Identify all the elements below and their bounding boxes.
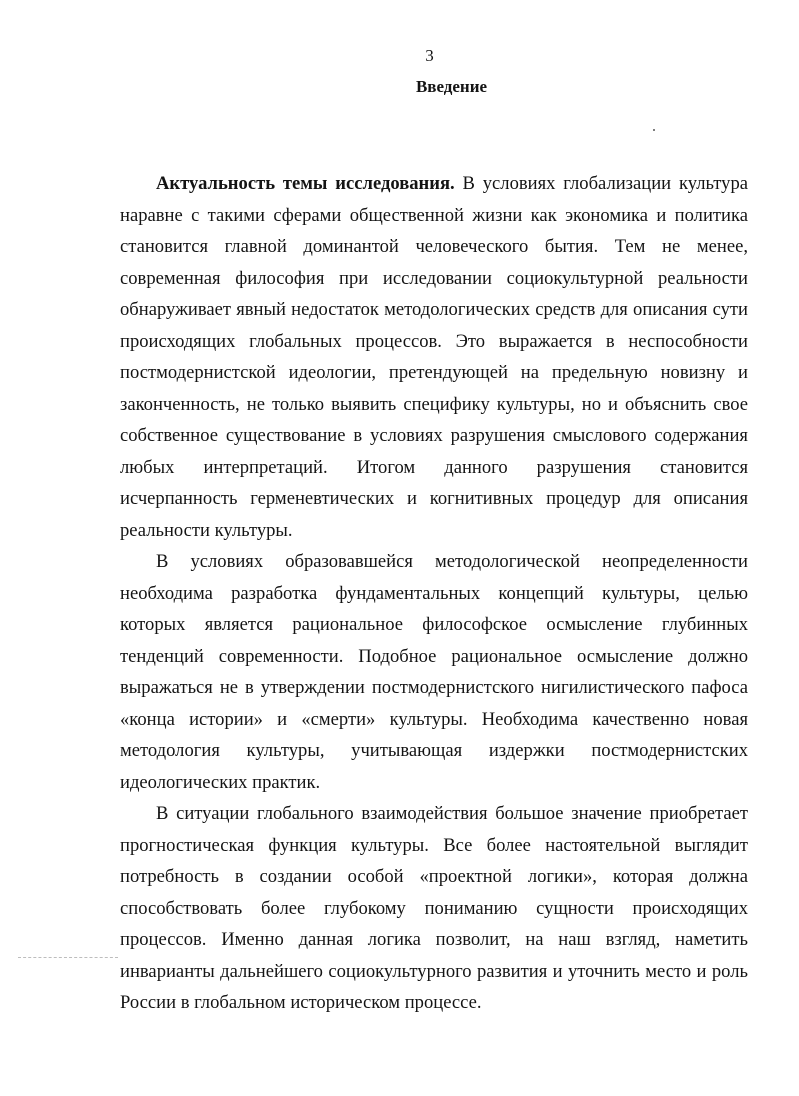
- page-number: 3: [425, 46, 434, 65]
- paragraph-2: В условиях образовавшейся методологической неопределенности необходима разработка фундаментальных концепций культуры, целью которых является рациональное философское осмысление глубинных тенденций современности. Подобное рациональное осмысление должно выражаться не в утверждении постмодернистского нигилистического пафоса «конца истории» и «смерти» культуры. Необходима качественно новая методология культуры, учитывающая издержки постмодернистских идеологических практик.: [120, 551, 748, 793]
- page-title: Введение: [415, 77, 488, 96]
- paragraph-text: В условиях глобализации культура наравне с такими сферами общественной жизни как экономика и политика становится главной доминантой человеческого бытия. Тем не менее, современная философия при исследовании социокультурной реальности обнаруживает явный недостаток методологических средств для описания сути происходящих глобальных процессов. Это выражается в неспособности постмодернистской идеологии, претендующей на предельную новизну и законченность, не только выявить специфику культуры, но и объяснить свое собственное существование в условиях разрушения смыслового содержания любых интерпретаций. Итогом данного разрушения становится исчерпанность герменевтических и когнитивных процедур для описания реальности культуры.: [120, 173, 748, 541]
- scan-artifact-line: [18, 957, 118, 959]
- paragraph-1: [120, 168, 748, 546]
- paragraph-3: В ситуации глобального взаимодействия большое значение приобретает прогностическая функция культуры. Все более настоятельной выглядит потребность в создании особой «проектной логики», которая должна способствовать более глубокому пониманию сущности происходящих процессов. Именно данная логика позволит, на наш взгляд, наметить инварианты дальнейшего социокультурного развития и уточнить место и роль России в глобальном историческом процессе.: [120, 803, 748, 1013]
- scan-speck: [653, 129, 655, 131]
- paragraph-lead: Актуальность темы исследования.: [156, 173, 455, 194]
- body-text: [120, 168, 748, 1019]
